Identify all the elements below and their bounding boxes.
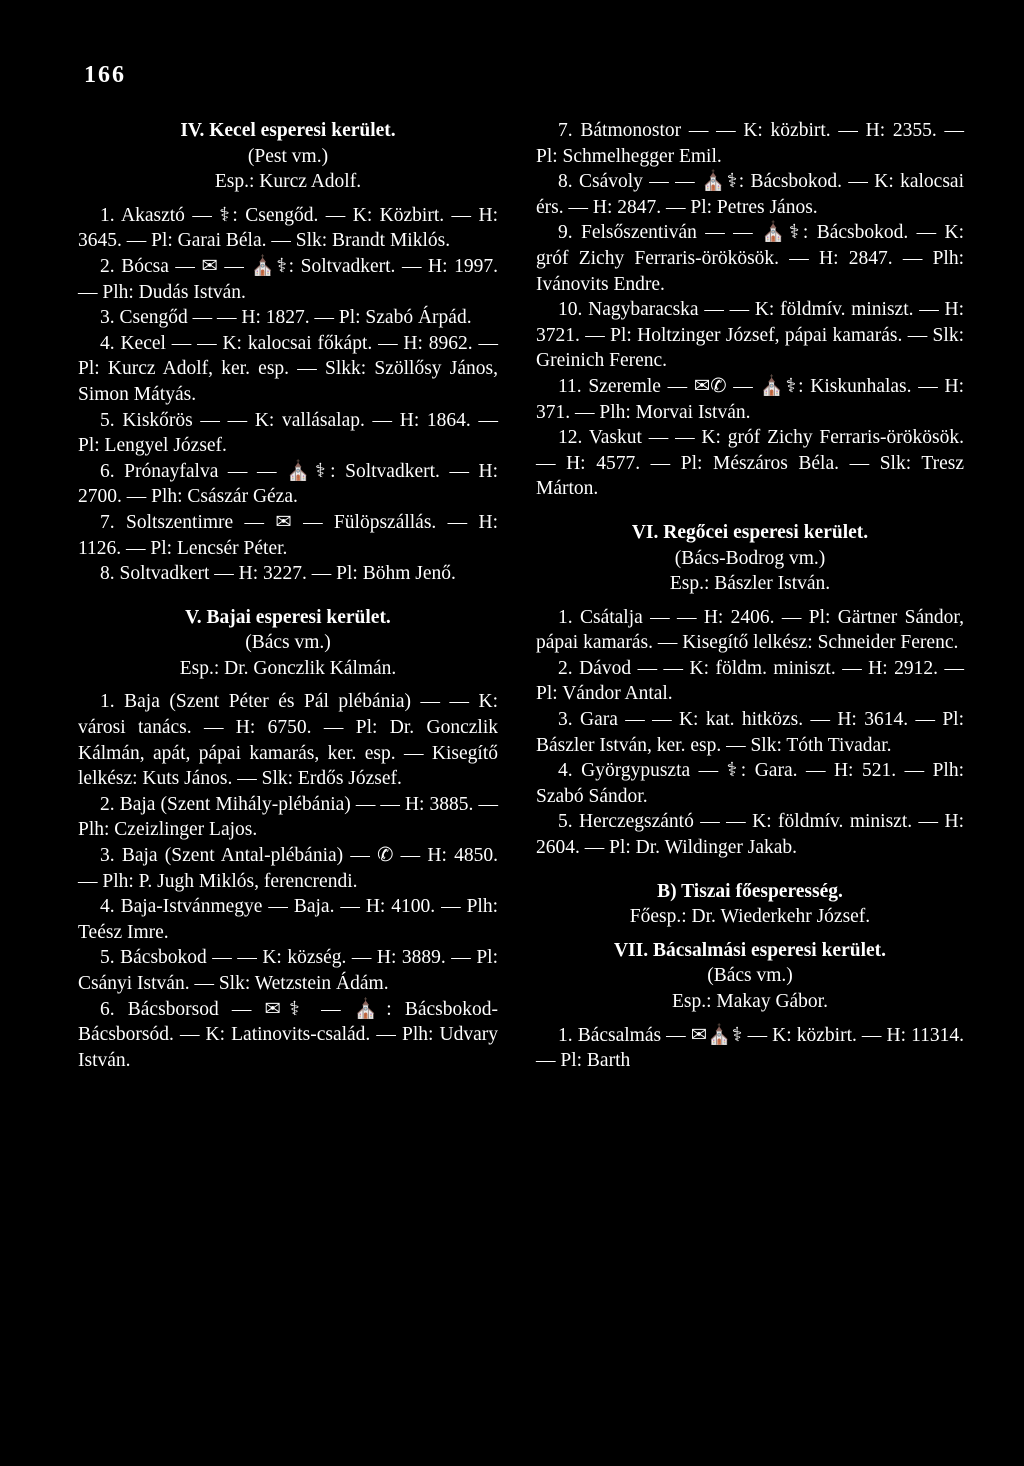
section-county: (Bács-Bodrog vm.) — [674, 547, 826, 569]
parish-entry: 1. Csátalja — — H: 2406. — Pl: Gärtner Sándor, pápai kamarás. — Kisegítő lelkész: Schneider Ferenc. — [536, 606, 964, 654]
parish-entry: 6. Bácsborsod — ✉⚕ — ⛪: Bácsbokod-Bácsborsód. — K: Latinovits-család. — Plh: Udvary István. — [78, 998, 498, 1071]
section-dean: Esp.: Bászler István. — [669, 573, 831, 595]
parish-entry: 12. Vaskut — — K: gróf Zichy Ferraris-örökösök. — H: 4577. — Pl: Mészáros Béla. — Slk: Tresz Márton. — [536, 427, 964, 500]
parish-entry: 1. Bácsalmás — ✉⛪⚕ — K: közbirt. — H: 11314. — Pl: Barth — [536, 1024, 964, 1072]
parish-entry: 9. Felsőszentiván — — ⛪⚕: Bácsbokod. — K: gróf Zichy Ferraris-örökösök. — H: 2847. — Plh: Ivánovits Endre. — [536, 222, 964, 295]
section-title: VII. Bácsalmási esperesi kerület. — [613, 939, 887, 961]
left-column — [78, 118, 498, 1073]
section-title: V. Bajai esperesi kerület. — [185, 606, 391, 628]
parish-entry: 3. Baja (Szent Antal-plébánia) — ✆ — H: 4850. — Plh: P. Jugh Miklós, ferencrendi. — [78, 845, 498, 892]
section-county: (Pest vm.) — [247, 145, 329, 167]
section-county: (Bács vm.) — [245, 632, 331, 654]
parish-entry: 4. Györgypuszta — ⚕: Gara. — H: 521. — Plh: Szabó Sándor. — [536, 760, 964, 807]
parish-entry: 5. Herczegszántó — — K: földmív. miniszt. — H: 2604. — Pl: Dr. Wildinger Jakab. — [536, 811, 964, 859]
parish-entry: 4. Kecel — — K: kalocsai főkápt. — H: 8962. — Pl: Kurcz Adolf, ker. esp. — Slkk: Szöllősy János, Simon Mátyás. — [78, 332, 498, 405]
parish-entry: 10. Nagybaracska — — K: földmív. miniszt. — H: 3721. — Pl: Holtzinger József, pápai kamarás. — Slk: Greinich Ferenc. — [536, 299, 964, 372]
archdeacon: Főesp.: Dr. Wiederkehr József. — [629, 906, 871, 928]
parish-entry: 8. Csávoly — — ⛪⚕: Bácsbokod. — K: kalocsai érs. — H: 2847. — Pl: Petres János. — [536, 171, 964, 218]
parish-entry: 11. Szeremle — ✉✆ — ⛪⚕: Kiskunhalas. — H: 371. — Plh: Morvai István. — [536, 375, 964, 423]
right-column — [536, 118, 964, 1074]
parish-entry: 4. Baja-Istvánmegye — Baja. — H: 4100. — Plh: Teész Imre. — [78, 896, 498, 943]
section-dean: Esp.: Kurcz Adolf. — [214, 171, 362, 193]
parish-entry: 6. Prónayfalva — — ⛪⚕: Soltvadkert. — H: 2700. — Plh: Császár Géza. — [78, 460, 498, 508]
archdeaconry-title: B) Tiszai főesperesség. — [657, 880, 843, 902]
parish-entry: 7. Bátmonostor — — K: közbirt. — H: 2355. — Pl: Schmelhegger Emil. — [536, 120, 964, 167]
parish-entry: 7. Soltszentimre — ✉ — Fülöpszállás. — H: 1126. — Pl: Lencsér Péter. — [78, 511, 498, 559]
section-county: (Bács vm.) — [707, 965, 793, 987]
parish-entry: 3. Gara — — K: kat. hitközs. — H: 3614. — Pl: Bászler István, ker. esp. — Slk: Tóth Tivadar. — [536, 709, 964, 756]
parish-entry: 5. Bácsbokod — — K: község. — H: 3889. — Pl: Csányi István. — Slk: Wetzstein Ádám. — [78, 947, 498, 994]
parish-entry: 2. Dávod — — K: földm. miniszt. — H: 2912. — Pl: Vándor Antal. — [536, 657, 964, 705]
parish-entry: 3. Csengőd — — H: 1827. — Pl: Szabó Árpád. — [100, 307, 472, 329]
section-dean: Esp.: Dr. Gonczlik Kálmán. — [179, 657, 397, 679]
parish-entry: 2. Bócsa — ✉ — ⛪⚕: Soltvadkert. — H: 1997. — Plh: Dudás István. — [78, 255, 498, 303]
parish-entry: 5. Kiskőrös — — K: vallásalap. — H: 1864. — Pl: Lengyel József. — [78, 409, 498, 457]
parish-entry: 1. Akasztó — ⚕: Csengőd. — K: Közbirt. — H: 3645. — Pl: Garai Béla. — Slk: Brandt Miklós. — [78, 204, 498, 252]
section-title: IV. Kecel esperesi kerület. — [180, 120, 396, 141]
page-number: 166 — [84, 62, 126, 88]
parish-entry: 1. Baja (Szent Péter és Pál plébánia) — — K: városi tanács. — H: 6750. — Pl: Dr. Gonczlik Kálmán, apát, pápai kamarás, ker. esp. — Kisegítő lelkész: Kuts János. — Slk: Erdős József. — [78, 691, 498, 790]
parish-entry: 2. Baja (Szent Mihály-plébánia) — — H: 3885. — Plh: Czeizlinger Lajos. — [78, 793, 498, 841]
section-title: VI. Regőcei esperesi kerület. — [631, 521, 869, 543]
section-dean: Esp.: Makay Gábor. — [672, 991, 828, 1012]
parish-entry: 8. Soltvadkert — H: 3227. — Pl: Böhm Jenő. — [100, 563, 456, 585]
